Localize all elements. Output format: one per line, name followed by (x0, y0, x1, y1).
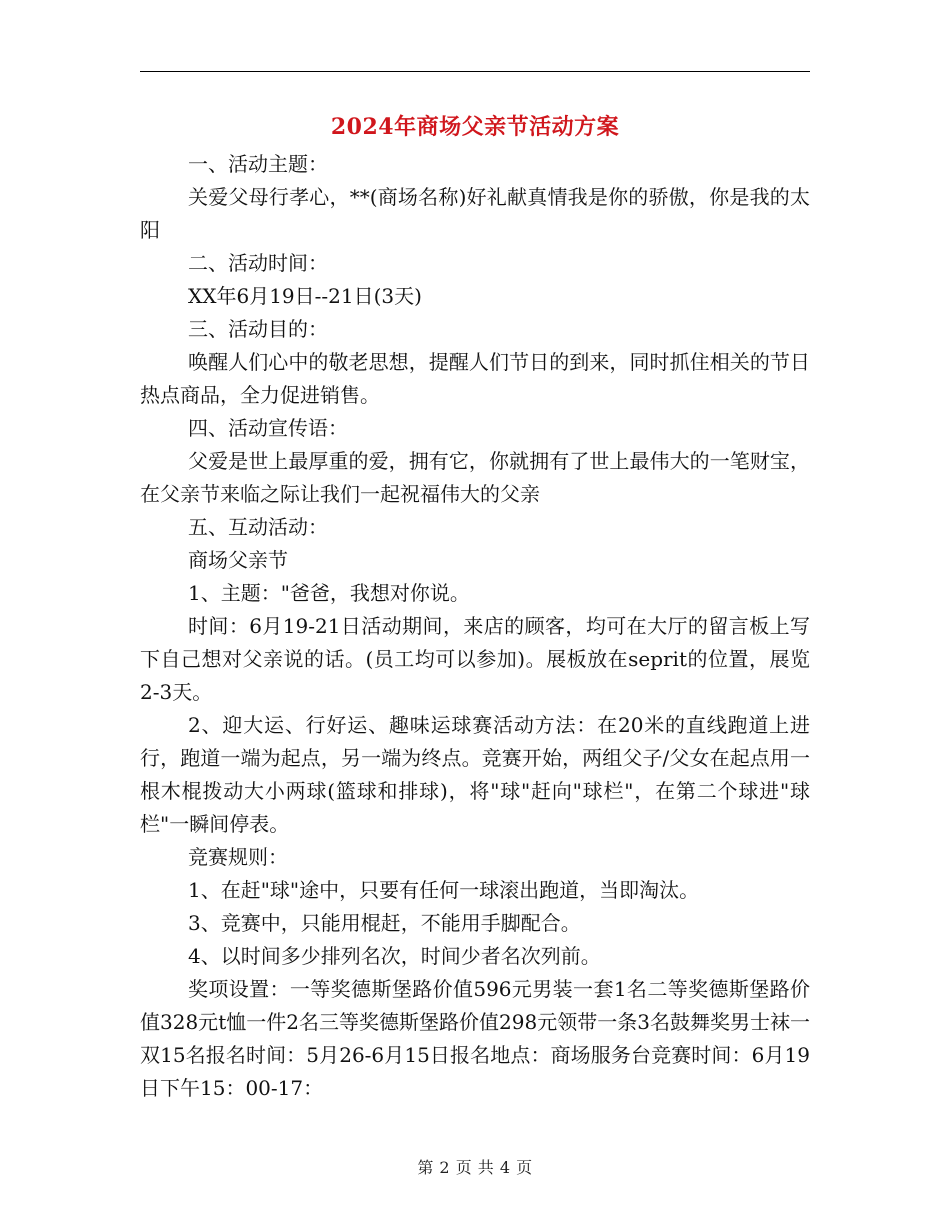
paragraph: 4、以时间多少排列名次，时间少者名次列前。 (188, 944, 601, 968)
paragraph: 关爱父母行孝心，**(商场名称)好礼献真情我是你的骄傲，你是我的太阳 (140, 185, 810, 242)
paragraph: 父爱是世上最厚重的爱，拥有它，你就拥有了世上最伟大的一笔财宝，在父亲节来临之际让我们一起祝福伟大的父亲 (140, 449, 810, 506)
paragraph: XX年6月19日--21日(3天) (188, 284, 422, 308)
header-rule (140, 71, 810, 72)
section-heading: 二、活动时间： (188, 251, 328, 275)
document-title: 2024年商场父亲节活动方案 (330, 114, 620, 140)
paragraph: 奖项设置：一等奖德斯堡路价值596元男装一套1名二等奖德斯堡路价值328元t恤一件2名三等奖德斯堡路价值298元领带一条3名鼓舞奖男士袜一双15名报名时间：5月26-6月15日报名地点：商场服务台竞赛时间：6月19日下午15：00-17： (140, 977, 810, 1100)
paragraph: 1、在赶"球"途中，只要有任何一球滚出跑道，当即淘汰。 (188, 878, 700, 902)
paragraph: 商场父亲节 (188, 548, 288, 572)
section-heading: 一、活动主题： (188, 152, 328, 176)
paragraph: 竞赛规则： (188, 845, 288, 869)
paragraph: 1、主题："爸爸，我想对你说。 (188, 581, 470, 605)
paragraph: 3、竞赛中，只能用棍赶，不能用手脚配合。 (188, 911, 581, 935)
paragraph: 时间：6月19-21日活动期间，来店的顾客，均可在大厅的留言板上写下自己想对父亲说的话。(员工均可以参加)。展板放在seprit的位置，展览2-3天。 (140, 614, 810, 704)
section-heading: 五、互动活动： (188, 515, 328, 539)
section-heading: 四、活动宣传语： (188, 416, 348, 440)
paragraph: 唤醒人们心中的敬老思想，提醒人们节日的到来，同时抓住相关的节日热点商品，全力促进销售。 (140, 350, 810, 407)
page-number: 第 2 页 共 4 页 (417, 1158, 533, 1177)
paragraph: 2、迎大运、行好运、趣味运球赛活动方法：在20米的直线跑道上进行，跑道一端为起点，另一端为终点。竞赛开始，两组父子/父女在起点用一根木棍拨动大小两球(篮球和排球)，将"球"赶向"球栏"，在第二个球进"球栏"一瞬间停表。 (140, 713, 810, 836)
document-body (140, 148, 810, 1105)
section-heading: 三、活动目的： (188, 317, 328, 341)
